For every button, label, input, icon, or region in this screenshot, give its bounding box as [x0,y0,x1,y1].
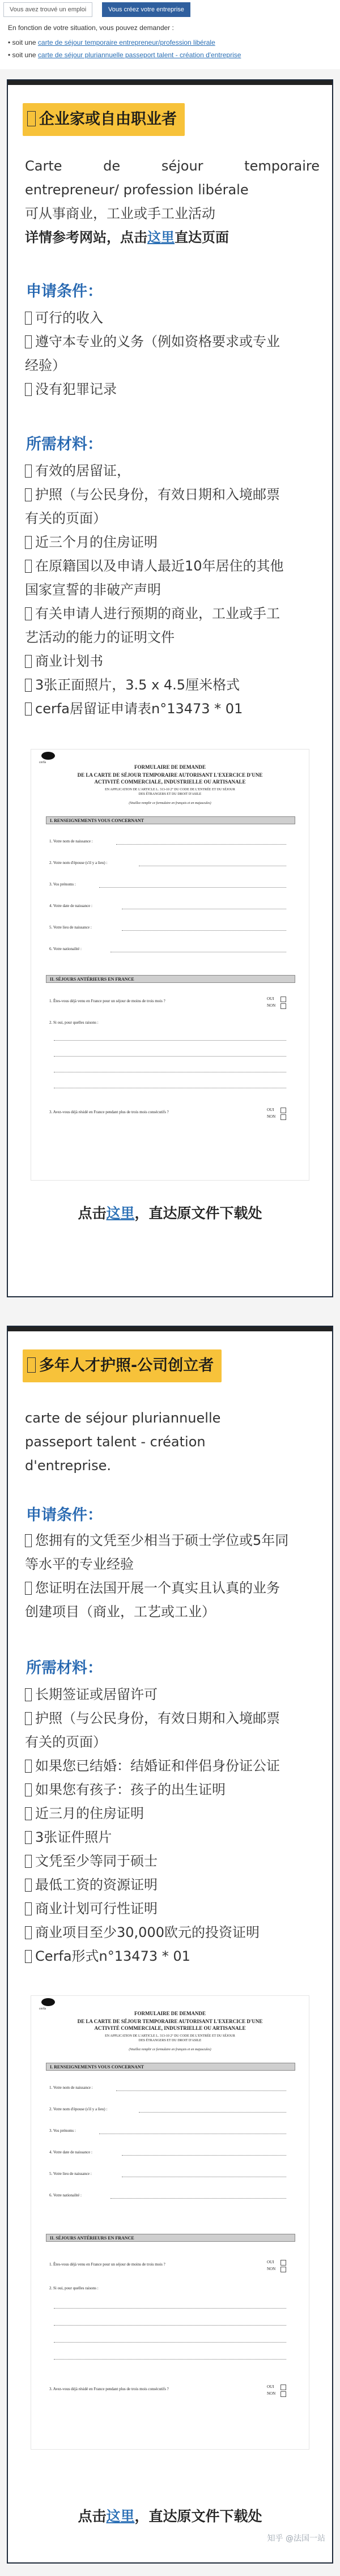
missing-glyph-icon [25,1926,32,1939]
intro-item-2 [8,51,241,59]
cerfa-logo-text: cerfa [39,2007,46,2011]
missing-glyph-icon [25,536,32,549]
missing-glyph-icon [25,335,32,348]
form-title-2: DE LA CARTE DE SÉJOUR TEMPORAIRE AUTORISANT L'EXERCICE D'UNE [77,2019,263,2024]
form-title: FORMULAIRE DE DEMANDE [134,2011,206,2016]
intro-box [0,18,340,69]
list-item: 有关申请人进行预期的商业，工业或手工 [25,602,320,625]
form-note: (Veuillez remplir ce formulaire en français et en majuscules) [129,802,211,805]
bullet: • soit une [8,51,38,59]
materials-list [25,1683,320,1968]
list-item: 在原籍国以及申请人最近10年居住的其他 [25,554,320,578]
reference-line [25,225,320,249]
missing-glyph-icon [25,1902,32,1915]
bullet: • soit une [8,39,38,46]
form-field: 5. Votre lieu de naissance : [49,925,92,930]
missing-glyph-icon [25,312,32,325]
form-field: 1. Votre nom de naissance : [49,2085,93,2090]
reference-text: 详情参考网站，点击 [25,229,147,245]
form-field: 4. Votre date de naissance : [49,2150,92,2155]
list-item: 如果您有孩子：孩子的出生证明 [25,1778,320,1802]
form-subtitle: EN APPLICATION DE L'ARTICLE L. 313-10 2° DU CODE DE L'ENTRÉE ET DU SÉJOUR [105,788,235,791]
checkbox [280,2260,286,2266]
subtitle-fr: Carte de séjour temporaire [25,158,320,174]
missing-glyph-icon [25,1783,32,1796]
form-field: 6. Votre nationalité : [49,2193,82,2198]
list-item: 近三个月的住房证明 [25,530,320,554]
subtitle-fr-3: d'entreprise. [25,1458,111,1474]
list-item: 护照（与公民身份，有效日期和入境邮票 [25,1706,320,1730]
form-section-2: II. SÉJOURS ANTÉRIEURS EN FRANCE [46,975,295,983]
checkbox [280,997,286,1002]
caption-text-end: ，直达原文件下载处 [134,1205,262,1221]
description: 可从事商业，工业或手工业活动 [25,206,215,222]
missing-glyph-icon [25,1807,32,1820]
materials-list [25,459,320,721]
missing-glyph-icon [25,1760,32,1773]
list-item: 3张证件照片 [25,1825,320,1849]
intro-text: En fonction de votre situation, vous pouvez demander : [8,24,174,32]
missing-glyph-icon [25,465,32,478]
checkbox [280,2391,286,2397]
missing-glyph-icon [25,702,32,716]
caption-text: 点击 [78,1205,107,1221]
cerfa-logo-icon [41,1998,55,2006]
form-title: FORMULAIRE DE DEMANDE [134,764,206,770]
checkbox [280,2385,286,2390]
form-question-1: 1. Êtes-vous déjà venu en France pour un séjour de moins de trois mois ? [49,999,165,1003]
form-subtitle-2: DES ÉTRANGERS ET DU DROIT D'ASILE [138,2039,202,2042]
oui-label: OUI [267,997,274,1001]
list-item: 国家宣誓的非破产声明 [25,582,161,598]
list-item: 商业计划书 [25,649,320,673]
missing-glyph-icon [25,1831,32,1844]
caption-text-end: ，直达原文件下载处 [134,2508,262,2524]
form-preview-image[interactable] [31,749,309,1181]
list-item: 商业计划可行性证明 [25,1897,320,1921]
link-carte-temporaire[interactable]: carte de séjour temporaire entrepreneur/profession libérale [37,39,215,46]
tab-found-job[interactable]: Vous avez trouvé un emploi [3,2,92,17]
download-link[interactable]: 这里 [106,1205,135,1221]
form-field: 2. Votre nom d'épouse (s'il y a lieu) : [49,2107,108,2111]
conditions-list [25,1528,320,1624]
form-question-1: 1. Êtes-vous déjà venu en France pour un séjour de moins de trois mois ? [49,2262,165,2267]
card-header-bar [8,1327,332,1331]
materials-title: 所需材料： [26,1659,103,1677]
form-question-3: 3. Avez-vous déjà résidé en France pendant plus de trois mois consécutifs ? [49,1110,169,1114]
form-field: 4. Votre date de naissance : [49,904,92,908]
form-subtitle: EN APPLICATION DE L'ARTICLE L. 313-10 2° DU CODE DE L'ENTRÉE ET DU SÉJOUR [105,2034,235,2038]
materials-title: 所需材料： [26,436,103,453]
form-title-3: ACTIVITÉ COMMERCIALE, INDUSTRIELLE OU ARTISANALE [94,2025,246,2031]
link-passeport-talent[interactable]: carte de séjour pluriannuelle passeport talent - création d'entreprise [37,51,241,59]
list-item: cerfa居留证申请表n°13473 * 01 [25,697,320,721]
form-question-2: 2. Si oui, pour quelles raisons : [49,2286,99,2290]
missing-glyph-icon [25,1879,32,1892]
subtitle-fr-2: passeport talent - création [25,1434,206,1450]
non-label: NON [267,2391,276,2396]
list-item: 长期签证或居留许可 [25,1683,320,1706]
card-passeport-talent [7,1326,333,2564]
list-item: 经验） [25,357,66,373]
list-item: 有效的居留证， [25,459,320,483]
oui-label: OUI [267,2385,274,2389]
conditions-title: 申请条件： [26,283,103,300]
form-section-1: I. RENSEIGNEMENTS VOUS CONCERNANT [46,816,295,824]
form-title-3: ACTIVITÉ COMMERCIALE, INDUSTRIELLE OU ARTISANALE [94,779,246,785]
card-title [23,103,185,136]
checkbox [280,1114,286,1120]
reference-link[interactable]: 这里 [147,229,175,245]
checkbox [280,2267,286,2272]
oui-label: OUI [267,1108,274,1112]
form-question-3: 3. Avez-vous déjà résidé en France pendant plus de trois mois consécutifs ? [49,2387,169,2391]
missing-glyph-icon [27,1357,36,1373]
form-note: (Veuillez remplir ce formulaire en français et en majuscules) [129,2048,211,2051]
list-item: 文凭至少等同于硕士 [25,1849,320,1873]
download-caption [8,2505,332,2526]
card-entrepreneur [7,79,333,1297]
list-item: 您拥有的文凭至少相当于硕士学位或5年同 [25,1528,320,1552]
conditions-list [25,306,320,401]
missing-glyph-icon [25,655,32,668]
checkbox [280,1003,286,1009]
card-header-bar [8,80,332,85]
oui-label: OUI [267,2260,274,2264]
list-item: 可行的收入 [25,306,320,330]
list-item: 没有犯罪记录 [25,377,320,401]
missing-glyph-icon [25,1855,32,1868]
non-label: NON [267,2267,276,2271]
list-item: Cerfa形式n°13473 * 01 [25,1944,320,1968]
missing-glyph-icon [25,1712,32,1725]
missing-glyph-icon [25,560,32,573]
form-section-1: I. RENSEIGNEMENTS VOUS CONCERNANT [46,2063,295,2071]
cerfa-logo-text: cerfa [39,761,46,764]
watermark: 知乎 @法国一站 [267,2534,325,2543]
card-title-text: 多年人才护照-公司创立者 [39,1357,214,1374]
tab-create-company[interactable]: Vous créez votre entreprise [102,2,190,17]
list-item: 近三月的住房证明 [25,1802,320,1825]
list-item: 护照（与公民身份，有效日期和入境邮票 [25,483,320,506]
list-item: 艺活动的能力的证明文件 [25,629,175,645]
missing-glyph-icon [25,488,32,501]
missing-glyph-icon [25,1534,32,1547]
checkbox [280,1108,286,1113]
list-item: 3张正面照片，3.5 x 4.5厘米格式 [25,673,320,697]
missing-glyph-icon [25,1688,32,1701]
form-question-2: 2. Si oui, pour quelles raisons : [49,1020,99,1025]
missing-glyph-icon [27,111,36,126]
list-item: 遵守本专业的义务（例如资格要求或专业 [25,330,320,354]
non-label: NON [267,1003,276,1008]
reference-text-end: 直达页面 [175,229,229,245]
form-field: 6. Votre nationalité : [49,947,82,951]
missing-glyph-icon [25,1582,32,1595]
form-field: 1. Votre nom de naissance : [49,839,93,844]
list-item: 商业项目至少30,000欧元的投资证明 [25,1921,320,1944]
subtitle-fr-2: entrepreneur/ profession libérale [25,182,249,198]
missing-glyph-icon [25,1950,32,1963]
form-field: 2. Votre nom d'épouse (s'il y a lieu) : [49,861,108,865]
list-item: 创建项目（商业，工艺或工业） [25,1604,215,1620]
list-item: 等水平的专业经验 [25,1556,134,1572]
form-subtitle-2: DES ÉTRANGERS ET DU DROIT D'ASILE [138,793,202,796]
intro-item-1 [8,39,215,46]
form-field: 3. Vos prénoms : [49,2128,76,2133]
tab-bar [0,0,340,18]
form-field: 5. Votre lieu de naissance : [49,2171,92,2176]
missing-glyph-icon [25,679,32,692]
form-field: 3. Vos prénoms : [49,882,76,887]
list-item: 有关的页面） [25,1734,107,1750]
conditions-title: 申请条件： [26,1506,103,1524]
non-label: NON [267,1114,276,1119]
download-link[interactable]: 这里 [106,2508,135,2524]
caption-text: 点击 [78,2508,107,2524]
list-item: 您证明在法国开展一个真实且认真的业务 [25,1576,320,1600]
list-item: 有关的页面） [25,510,107,526]
card-title [23,1349,222,1382]
subtitle-fr: carte de séjour pluriannuelle [25,1410,221,1426]
download-caption [8,1202,332,1223]
form-preview-image[interactable] [31,1995,309,2450]
form-title-2: DE LA CARTE DE SÉJOUR TEMPORAIRE AUTORISANT L'EXERCICE D'UNE [77,772,263,778]
missing-glyph-icon [25,383,32,396]
form-section-2: II. SÉJOURS ANTÉRIEURS EN FRANCE [46,2234,295,2242]
card-title-text: 企业家或自由职业者 [39,110,177,128]
missing-glyph-icon [25,607,32,620]
list-item: 最低工资的资源证明 [25,1873,320,1897]
list-item: 如果您已结婚：结婚证和伴侣身份证公证 [25,1754,320,1778]
cerfa-logo-icon [41,752,55,760]
